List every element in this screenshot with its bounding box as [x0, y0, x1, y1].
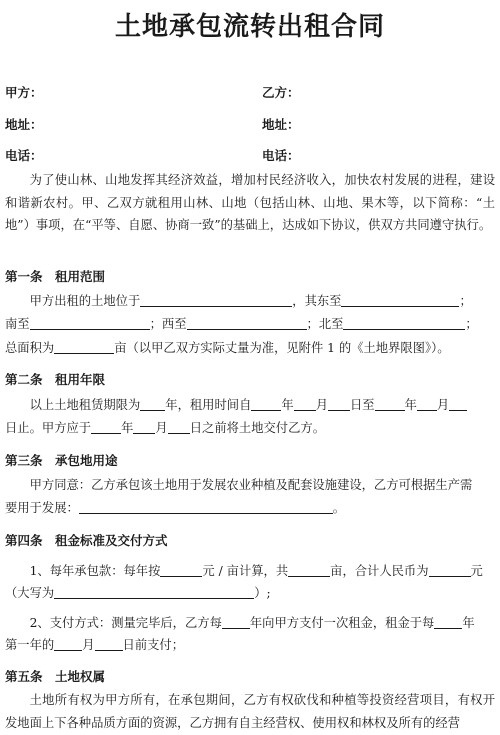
article-1-line-2	[5, 313, 497, 336]
article-2-line-2	[5, 417, 497, 440]
article-4-item-2-line-1	[5, 612, 497, 635]
end-month-blank[interactable]	[417, 396, 437, 411]
preamble-paragraph: 为了使山林、山地发挥其经济效益，增加村民经济收入，加快农村发展的进程，建设和谐新农村。甲、乙双方就租用山林、山地（包括山林、山地、果木等，以下简称：“土地”）事项，在“平等、自愿、协商一致”的基础上，达成如下协议，供双方共同遵守执行。	[5, 173, 495, 232]
start-day-blank[interactable]	[328, 396, 350, 411]
article-2-text: 日至	[350, 398, 375, 412]
article-2-text: 以上土地租赁期限为	[29, 398, 141, 412]
article-5-paragraph: 土地所有权为甲方所有，在承包期间，乙方有权砍伐和种植等投资经营项目，有权开发地面上下各种品质方面的资源，乙方拥有自主经营权、使用权和林权及所有的经营	[5, 693, 495, 730]
article-4-item-1-line-2	[5, 582, 497, 605]
article-4-heading: 第四条 租金标准及交付方式	[5, 533, 168, 548]
payment-day-blank[interactable]	[95, 636, 123, 651]
article-3-line-1: 甲方同意：乙方承包该土地用于发展农业种植及配套设施建设，乙方可根据生产需	[29, 478, 473, 492]
end-day-blank[interactable]	[449, 396, 467, 411]
article-1-text: ；西至	[149, 317, 187, 331]
article-2-text: 月	[155, 421, 168, 435]
article-4-text: 年向甲方支付一次租金，租金于每	[249, 616, 435, 630]
total-area-blank[interactable]	[54, 339, 114, 354]
article-4-text: 月	[82, 638, 95, 652]
article-1-text: ；	[459, 294, 472, 308]
article-4-text: 2、支付方式：测量完毕后，乙方每	[29, 616, 222, 630]
amount-in-words-blank[interactable]	[54, 584, 254, 599]
handover-year-blank[interactable]	[91, 419, 121, 434]
article-2-line-1	[5, 394, 497, 417]
article-2-text: 年	[281, 398, 294, 412]
west-boundary-blank[interactable]	[187, 315, 307, 330]
article-1-text: ；北至	[306, 317, 344, 331]
payment-month-blank[interactable]	[54, 636, 82, 651]
payment-year-blank[interactable]	[434, 614, 462, 629]
start-year-blank[interactable]	[251, 396, 281, 411]
article-4-text: 亩，合计人民币为	[330, 564, 429, 578]
article-2-heading: 第二条 租用年限	[5, 372, 106, 387]
article-4-item-1-line-1	[5, 560, 497, 583]
party-b-label: 乙方：	[262, 85, 300, 100]
mu-count-blank[interactable]	[288, 562, 330, 577]
article-4-text: 元	[470, 564, 483, 578]
party-a-label: 甲方：	[5, 85, 43, 100]
article-2-text: 日之前将土地交付乙方。	[189, 421, 325, 435]
article-5-heading: 第五条 土地权属	[5, 669, 106, 684]
article-4-text: 年	[462, 616, 475, 630]
article-2-text: 日止。甲方应于	[5, 421, 92, 435]
document-title: 土地承包流转出租合同	[114, 12, 385, 42]
article-4-text: 日前支付；	[122, 638, 185, 652]
price-per-mu-blank[interactable]	[160, 562, 202, 577]
article-4-text: 元 / 亩计算，共	[202, 564, 289, 578]
article-2-text: 年	[121, 421, 134, 435]
article-2-text: 月	[436, 398, 450, 412]
payment-interval-blank[interactable]	[222, 614, 250, 629]
article-1-heading: 第一条 租用范围	[5, 269, 106, 284]
article-1-text: 甲方出租的土地位于	[29, 294, 141, 308]
article-2-text: 年	[404, 398, 417, 412]
address-b-label: 地址：	[262, 117, 300, 132]
usage-purpose-blank[interactable]	[79, 499, 333, 514]
article-2-text: 月	[315, 398, 328, 412]
article-1-text: 总面积为	[5, 341, 55, 355]
article-3-text: 要用于发展：	[5, 501, 79, 515]
east-boundary-blank[interactable]	[341, 292, 459, 307]
north-boundary-blank[interactable]	[343, 315, 465, 330]
article-4-text: 第一年的	[5, 638, 55, 652]
handover-month-blank[interactable]	[133, 419, 155, 434]
lease-years-blank[interactable]	[140, 396, 165, 411]
article-3-text: 。	[332, 501, 346, 515]
article-4-text: （大写为	[5, 586, 55, 600]
location-blank[interactable]	[140, 292, 292, 307]
article-4-text: 1、每年承包款：每年按	[29, 564, 161, 578]
phone-b-label: 电话：	[262, 148, 300, 163]
start-month-blank[interactable]	[294, 396, 316, 411]
article-1-text: 南至	[5, 317, 30, 331]
article-2-text: 年，租用时间自	[165, 398, 252, 412]
handover-day-blank[interactable]	[168, 419, 190, 434]
phone-a-label: 电话：	[5, 148, 43, 163]
article-3-heading: 第三条 承包地用途	[5, 453, 118, 468]
end-year-blank[interactable]	[375, 396, 405, 411]
article-1-text: ，其东至	[292, 294, 342, 308]
article-1-text: 亩（以甲乙双方实际丈量为准，见附件 1 的《土地界限图》）。	[114, 341, 450, 355]
article-1-line-1	[5, 290, 497, 313]
address-a-label: 地址：	[5, 117, 43, 132]
article-1-line-3	[5, 337, 497, 360]
article-3-line-2	[5, 497, 497, 520]
article-4-item-2-line-2	[5, 634, 497, 657]
total-rmb-blank[interactable]	[429, 562, 471, 577]
article-4-text: ）;	[254, 586, 271, 600]
article-1-text: ；	[465, 317, 478, 331]
south-boundary-blank[interactable]	[30, 315, 150, 330]
